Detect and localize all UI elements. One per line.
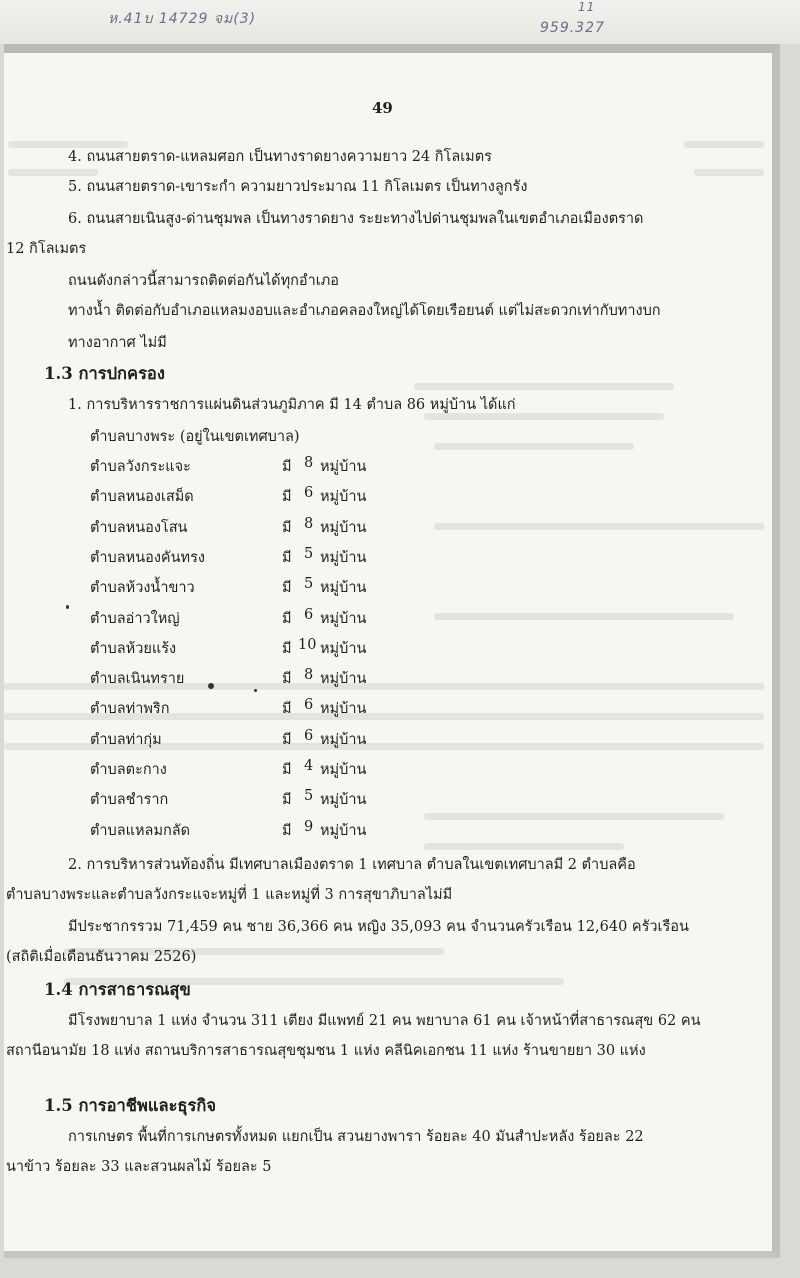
village-count: 8 xyxy=(304,455,314,471)
village-unit: หมู่บ้าน xyxy=(320,640,367,657)
village-count: 5 xyxy=(304,545,314,562)
road-item-6-cont: 12 กิโลเมตร xyxy=(6,241,87,257)
bleed-through xyxy=(424,813,724,820)
scan-speck xyxy=(254,689,257,692)
subdistrict-bangphra: ตำบลบางพระ (อยู่ในเขตเทศบาล) xyxy=(90,429,300,445)
shelf-annotation-2: 959.327 xyxy=(540,20,605,36)
count-prefix: มี xyxy=(282,580,292,597)
population-line-1: มีประชากรรวม 71,459 คน ชาย 36,366 คน หญิง 35,093 คน จำนวนครัวเรือน 12,640 ครัวเรือน xyxy=(68,919,689,935)
village-unit: หมู่บ้าน xyxy=(320,731,367,748)
bleed-through xyxy=(424,843,624,850)
village-unit: หมู่บ้าน xyxy=(320,459,367,475)
local-admin-line-2: ตำบลบางพระและตำบลวังกระแจะหมู่ที่ 1 และหมู่ที่ 3 การสุขาภิบาลไม่มี xyxy=(6,887,453,903)
water-transport: ทางน้ำ ติดต่อกับอำเภอแหลมงอบและอำเภอคลองใหญ่ได้โดยเรือยนต์ แต่ไม่สะดวกเท่ากับทางบก xyxy=(68,303,661,319)
scan-speck xyxy=(66,605,69,609)
regional-admin-intro: 1. การบริหารราชการแผ่นดินส่วนภูมิภาค มี 14 ตำบล 86 หมู่บ้าน ได้แก่ xyxy=(68,397,516,413)
document-page xyxy=(4,44,780,1258)
subdistrict-name: ตำบลวังกระแจะ xyxy=(90,459,191,475)
village-unit: หมู่บ้าน xyxy=(320,792,367,809)
count-prefix: มี xyxy=(282,489,292,506)
count-prefix: มี xyxy=(282,701,292,718)
health-line-1: มีโรงพยาบาล 1 แห่ง จำนวน 311 เตียง มีแพทย์ 21 คน พยาบาล 61 คน เจ้าหน้าที่สาธารณสุข 62 คน xyxy=(68,1013,701,1029)
subdistrict-name: ตำบลตะกาง xyxy=(90,762,167,778)
count-prefix: มี xyxy=(282,731,292,748)
agriculture-line-1: การเกษตร พื้นที่การเกษตรทั้งหมด แยกเป็น สวนยางพารา ร้อยละ 40 มันสำปะหลัง ร้อยละ 22 xyxy=(68,1129,644,1145)
village-unit: หมู่บ้าน xyxy=(320,671,367,688)
subdistrict-name: ตำบลหนองโสน xyxy=(90,519,188,536)
village-count: 9 xyxy=(304,818,314,835)
count-prefix: มี xyxy=(282,792,292,809)
agriculture-line-2: นาข้าว ร้อยละ 33 และสวนผลไม้ ร้อยละ 5 xyxy=(6,1159,272,1175)
air-transport: ทางอากาศ ไม่มี xyxy=(68,335,167,351)
road-item-6: 6. ถนนสายเนินสูง-ด่านชุมพล เป็นทางราดยาง ระยะทางไปด่านชุมพลในเขตอำเภอเมืองตราด xyxy=(68,211,644,227)
village-count: 6 xyxy=(304,727,314,744)
count-prefix: มี xyxy=(282,459,292,475)
village-unit: หมู่บ้าน xyxy=(320,489,367,506)
bleed-through xyxy=(694,169,764,176)
village-count: 4 xyxy=(304,758,314,774)
subdistrict-name: ตำบลอ่าวใหญ่ xyxy=(90,610,180,627)
village-count: 8 xyxy=(304,667,314,684)
village-unit: หมู่บ้าน xyxy=(320,701,367,718)
village-count: 10 xyxy=(298,636,317,653)
village-unit: หมู่บ้าน xyxy=(320,549,367,566)
subdistrict-name: ตำบลห้วงน้ำขาว xyxy=(90,580,195,597)
bleed-through xyxy=(414,383,674,390)
village-count: 6 xyxy=(304,485,314,502)
section-heading-1-4: 1.4 การสาธารณสุข xyxy=(44,980,191,999)
village-count: 5 xyxy=(304,788,314,805)
bleed-through xyxy=(434,613,734,620)
subdistrict-name: ตำบลหนองเสม็ด xyxy=(90,489,194,506)
population-line-2: (สถิติเมื่อเดือนธันวาคม 2526) xyxy=(6,949,197,965)
count-prefix: มี xyxy=(282,762,292,778)
village-count: 5 xyxy=(304,576,314,593)
village-count: 6 xyxy=(304,606,314,623)
village-count: 6 xyxy=(304,697,314,714)
section-heading-1-3: 1.3 การปกครอง xyxy=(44,364,165,383)
bleed-through xyxy=(434,443,634,450)
scan-speck xyxy=(208,683,214,689)
section-heading-1-5: 1.5 การอาชีพและธุรกิจ xyxy=(44,1096,217,1115)
bleed-through xyxy=(434,523,764,530)
subdistrict-name: ตำบลห้วยแร้ง xyxy=(90,640,177,657)
subdistrict-name: ตำบลท่าพริก xyxy=(90,701,170,718)
village-unit: หมู่บ้าน xyxy=(320,610,367,627)
count-prefix: มี xyxy=(282,519,292,536)
subdistrict-name: ตำบลหนองคันทรง xyxy=(90,549,205,566)
village-unit: หมู่บ้าน xyxy=(320,519,367,536)
village-unit: หมู่บ้าน xyxy=(320,762,367,778)
village-count: 8 xyxy=(304,515,314,532)
road-summary: ถนนดังกล่าวนี้สามารถติดต่อกันได้ทุกอำเภอ xyxy=(68,273,339,289)
count-prefix: มี xyxy=(282,549,292,566)
subdistrict-name: ตำบลเนินทราย xyxy=(90,671,185,688)
count-prefix: มี xyxy=(282,640,292,657)
call-number-annotation: ห.41บ 14729 จม(3) xyxy=(108,11,257,27)
count-prefix: มี xyxy=(282,610,292,627)
local-admin-line-1: 2. การบริหารส่วนท้องถิ่น มีเทศบาลเมืองตราด 1 เทศบาล ตำบลในเขตเทศบาลมี 2 ตำบลคือ xyxy=(68,857,636,873)
health-line-2: สถานีอนามัย 18 แห่ง สถานบริการสาธารณสุขชุมชน 1 แห่ง คลีนิคเอกชน 11 แห่ง ร้านขายยา 30 แห่ง xyxy=(6,1043,646,1059)
page-number: 49 xyxy=(372,99,393,117)
road-item-5: 5. ถนนสายตราด-เขาระกำ ความยาวประมาณ 11 กิโลเมตร เป็นทางลูกรัง xyxy=(68,179,528,195)
village-unit: หมู่บ้าน xyxy=(320,822,367,839)
subdistrict-name: ตำบลท่ากุ่ม xyxy=(90,731,162,748)
count-prefix: มี xyxy=(282,822,292,839)
subdistrict-name: ตำบลแหลมกลัด xyxy=(90,822,191,839)
count-prefix: มี xyxy=(282,671,292,688)
village-unit: หมู่บ้าน xyxy=(320,580,367,597)
shelf-annotation-1: 11 xyxy=(578,0,596,14)
subdistrict-name: ตำบลชำราก xyxy=(90,792,169,809)
road-item-4: 4. ถนนสายตราด-แหลมศอก เป็นทางราดยางความยาว 24 กิโลเมตร xyxy=(68,149,492,165)
bleed-through xyxy=(684,141,764,148)
